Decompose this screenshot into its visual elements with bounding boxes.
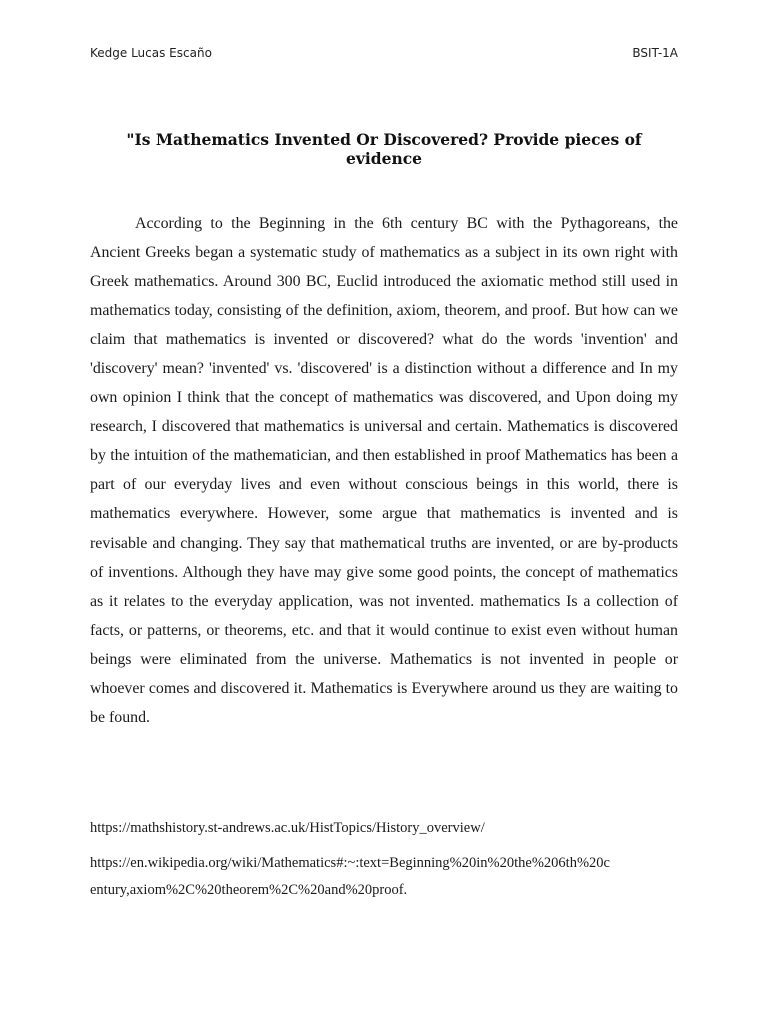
page-header [90, 46, 678, 64]
author-name: Kedge Lucas Escaño [90, 46, 212, 60]
section-label: BSIT-1A [632, 46, 678, 60]
document-title: "Is Mathematics Invented Or Discovered? Provide pieces of evidence [126, 130, 642, 168]
reference-link-2[interactable]: https://en.wikipedia.org/wiki/Mathematics#:~:text=Beginning%20in%20the%206th%20century,axiom%2C%20theorem%2C%20and%20proof. [90, 855, 610, 898]
reference-link-1[interactable]: https://mathshistory.st-andrews.ac.uk/HistTopics/History_overview/ [90, 820, 485, 836]
body-paragraph: According to the Beginning in the 6th century BC with the Pythagoreans, the Ancient Greeks began a systematic study of mathematics as a subject in its own right with Greek mathematics. Around 300 BC, Euclid introduced the axiomatic method still used in mathematics today, consisting of the definition, axiom, theorem, and proof. But how can we claim that mathematics is invented or discovered? what do the words 'invention' and 'discovery' mean? 'invented' vs. 'discovered' is a distinction without a difference and In my own opinion I think that the concept of mathematics was discovered, and Upon doing my research, I discovered that mathematics is universal and certain. Mathematics is discovered by the intuition of the mathematician, and then established in proof Mathematics has been a part of our everyday lives and even without conscious beings in this world, there is mathematics everywhere. However, some argue that mathematics is invented and is revisable and changing. They say that mathematical truths are invented, or are by-products of inventions. Although they have may give some good points, the concept of mathematics as it relates to the everyday application, was not invented. mathematics Is a collection of facts, or patterns, or theorems, etc. and that it would continue to exist even without human beings were eliminated from the universe. Mathematics is not invented in people or whoever comes and discovered it. Mathematics is Everywhere around us they are waiting to be found. [90, 215, 678, 726]
